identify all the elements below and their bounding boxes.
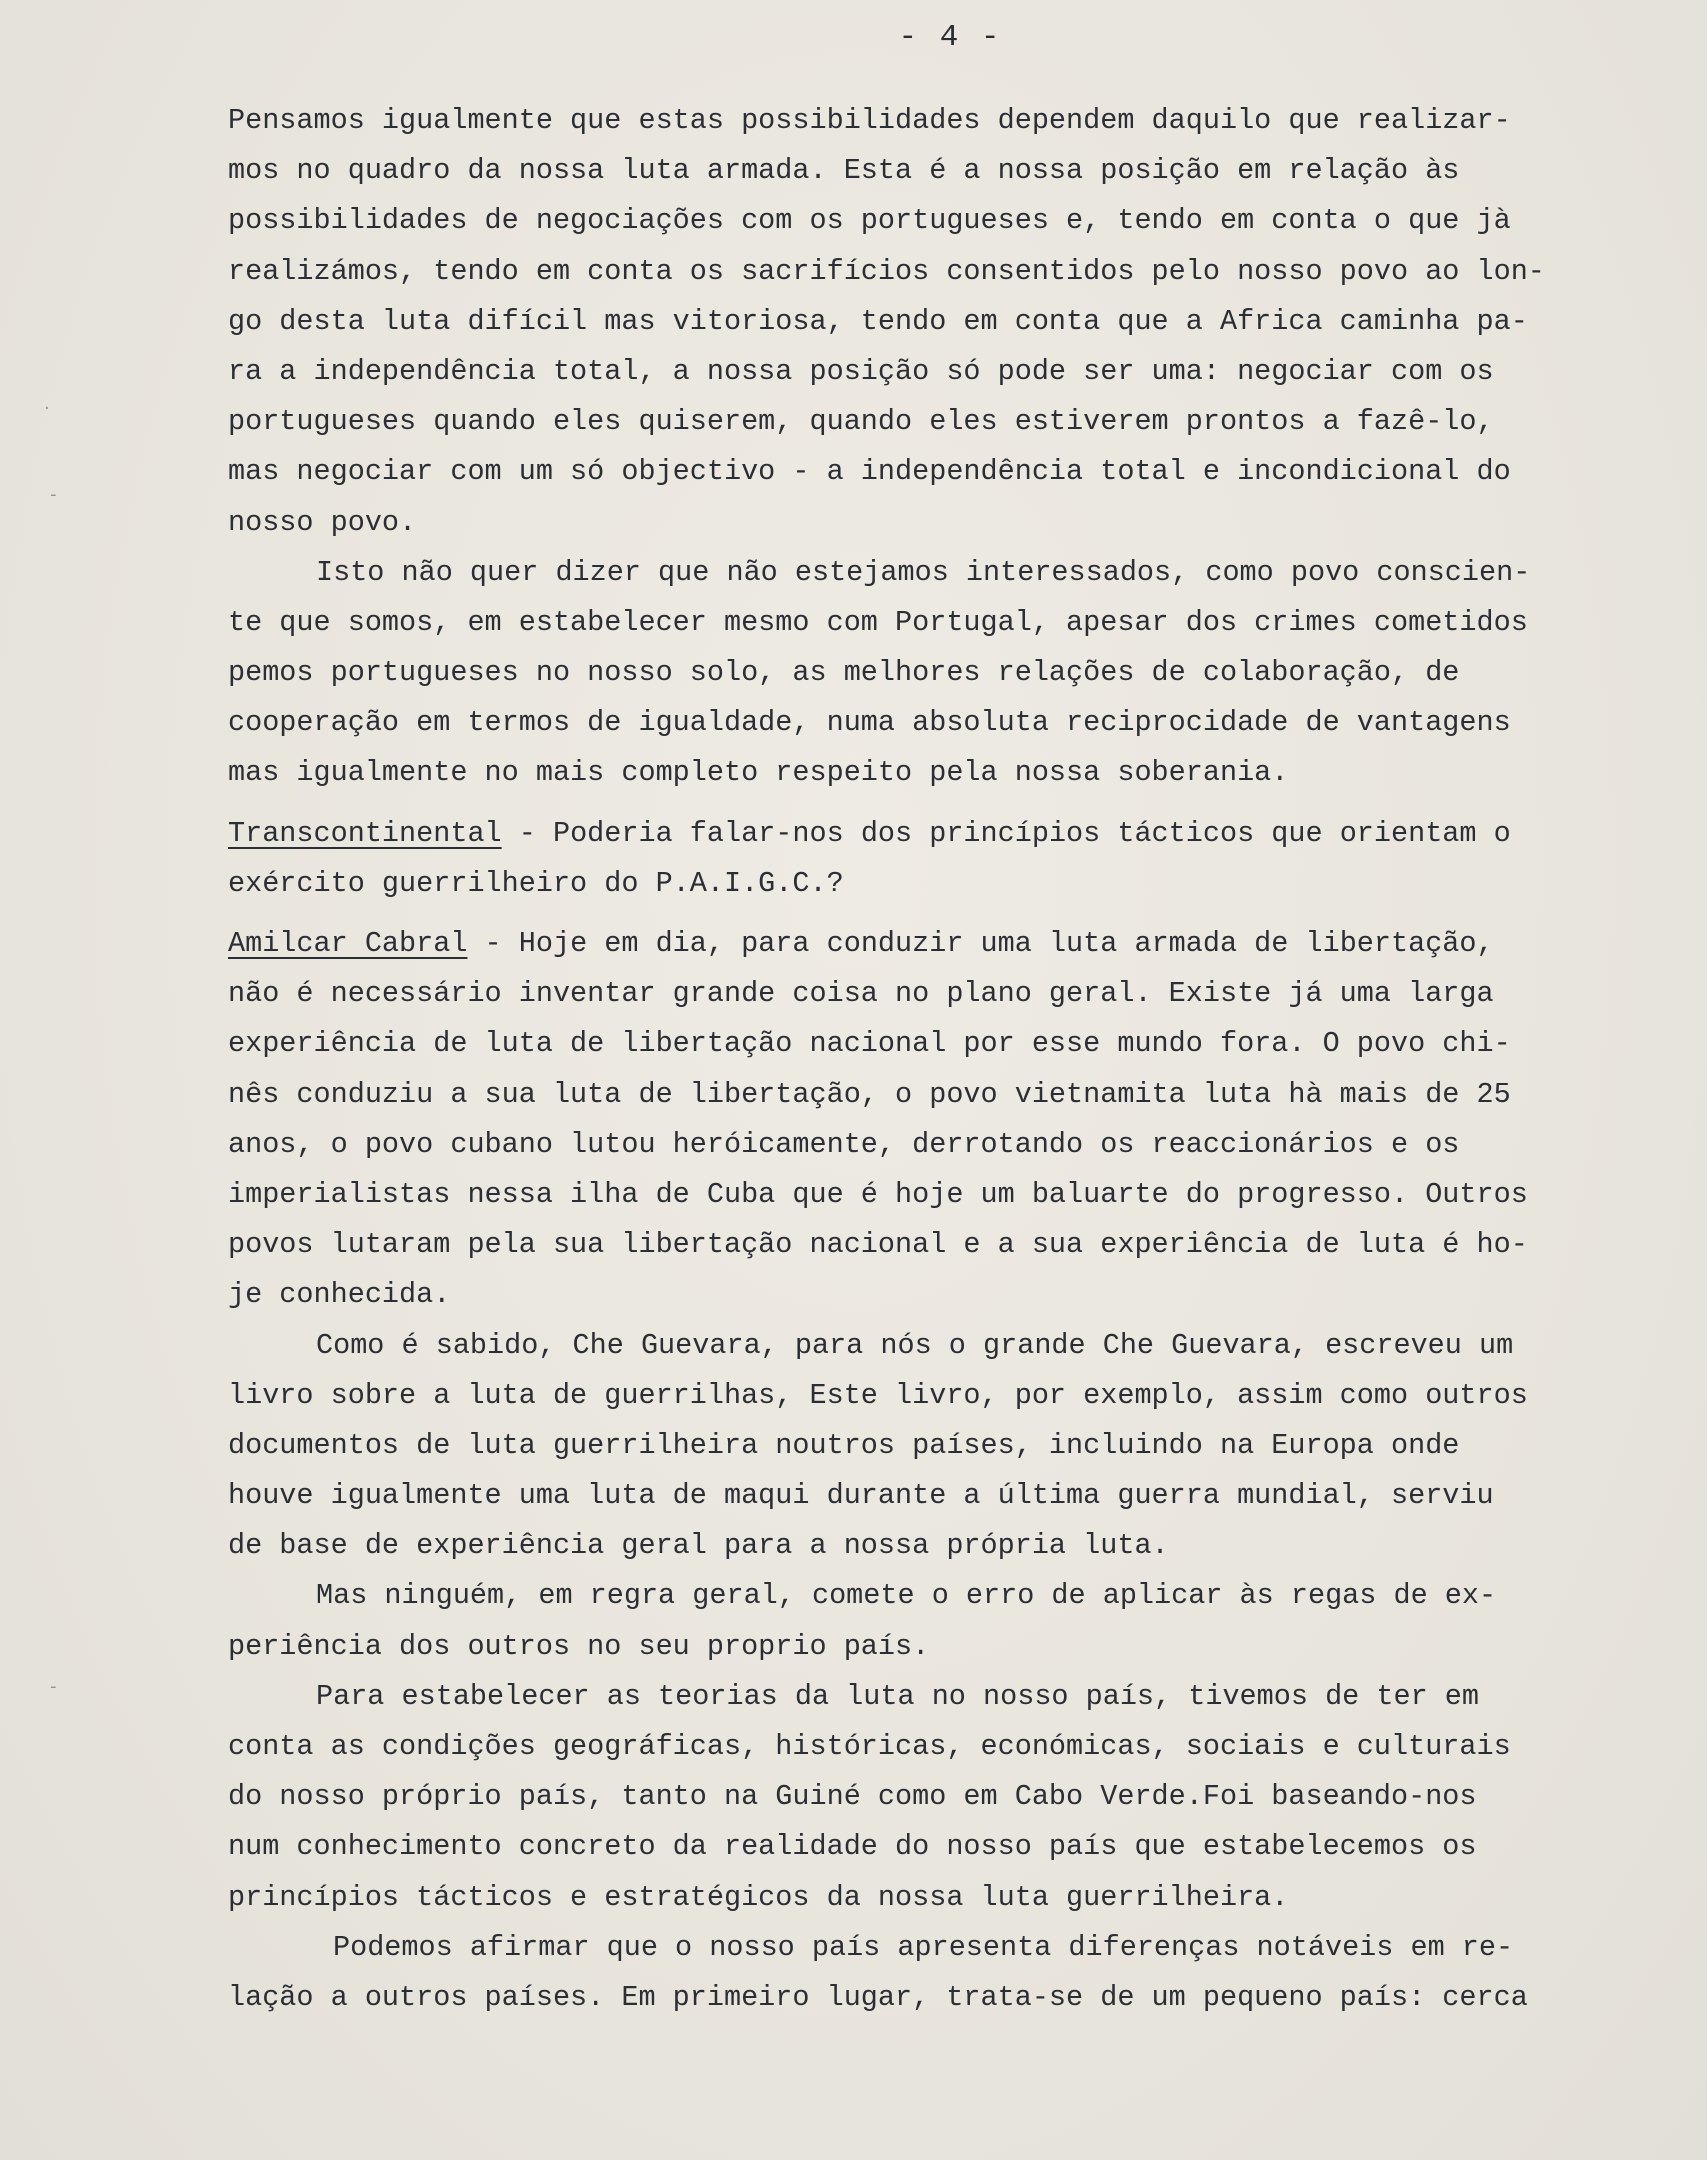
text-line: imperialistas nessa ilha de Cuba que é hoje um baluarte do progresso. Outros	[228, 1177, 1528, 1211]
paragraph-negotiation-position	[228, 96, 1598, 548]
speaker-transcontinental: Transcontinental	[228, 816, 502, 850]
text-line: de base de experiência geral para a nossa própria luta.	[228, 1529, 1169, 1563]
text-line: mos no quadro da nossa luta armada. Esta é a nossa posição em relação às	[228, 154, 1460, 188]
text-line: lação a outros países. Em primeiro lugar, trata-se de um pequeno país: cerca	[228, 1980, 1528, 2014]
paragraph-country-differences	[228, 1923, 1598, 2023]
text-line: realizámos, tendo em conta os sacrifícios consentidos pelo nosso povo ao lon-	[228, 254, 1545, 288]
text-line: princípios tácticos e estratégicos da nossa luta guerrilheira.	[228, 1880, 1289, 1914]
text-line: houve igualmente uma luta de maqui durante a última guerra mundial, serviu	[228, 1479, 1494, 1513]
text-line: nês conduziu a sua luta de libertação, o povo vietnamita luta hà mais de 25	[228, 1077, 1511, 1111]
text-line: não é necessário inventar grande coisa no plano geral. Existe já uma larga	[228, 977, 1494, 1011]
margin-speck: ·	[44, 398, 50, 419]
text-line: Isto não quer dizer que não estejamos interessados, como povo conscien-	[316, 555, 1531, 589]
text-line	[228, 809, 1598, 859]
text-line: num conhecimento concreto da realidade do nosso país que estabelecemos os	[228, 1830, 1477, 1864]
interview-question	[228, 809, 1598, 909]
text-line: pemos portugueses no nosso solo, as melhores relações de colaboração, de	[228, 656, 1460, 690]
margin-speck: -	[50, 484, 57, 505]
text-line: povos lutaram pela sua libertação nacional e a sua experiência de luta é ho-	[228, 1228, 1528, 1262]
text-line: periência dos outros no seu proprio país.	[228, 1629, 930, 1663]
text-line: nosso povo.	[228, 505, 417, 539]
text-line: documentos de luta guerrilheira noutros países, incluindo na Europa onde	[228, 1428, 1460, 1462]
question-text: - Poderia falar-nos dos princípios tácticos que orientam o	[501, 816, 1511, 850]
text-line: possibilidades de negociações com os portugueses e, tendo em conta o que jà	[228, 204, 1511, 238]
text-line: mas igualmente no mais completo respeito pela nossa soberania.	[228, 756, 1289, 790]
text-line: Mas ninguém, em regra geral, comete o erro de aplicar às regas de ex-	[316, 1579, 1497, 1613]
interview-answer	[228, 919, 1598, 1321]
paragraph-experience-of-others	[228, 1571, 1598, 1671]
text-line: Como é sabido, Che Guevara, para nós o grande Che Guevara, escreveu um	[316, 1328, 1514, 1362]
text-line: go desta luta difícil mas vitoriosa, tendo em conta que a Africa caminha pa-	[228, 304, 1528, 338]
text-line: livro sobre a luta de guerrilhas, Este livro, por exemplo, assim como outros	[228, 1378, 1528, 1412]
margin-speck: -	[50, 1676, 57, 1697]
document-body	[228, 96, 1598, 2023]
text-line: Podemos afirmar que o nosso país apresenta diferenças notáveis em re-	[333, 1930, 1514, 1964]
paragraph-theories-of-struggle	[228, 1672, 1598, 1923]
text-line: exército guerrilheiro do P.A.I.G.C.?	[228, 866, 844, 900]
text-line: je conhecida.	[228, 1278, 451, 1312]
text-line: te que somos, em estabelecer mesmo com Portugal, apesar dos crimes cometidos	[228, 605, 1528, 639]
text-line: do nosso próprio país, tanto na Guiné como em Cabo Verde.Foi baseando-nos	[228, 1780, 1477, 1814]
text-line: mas negociar com um só objectivo - a independência total e incondicional do	[228, 455, 1511, 489]
answer-text: - Hoje em dia, para conduzir uma luta armada de libertação,	[467, 927, 1494, 960]
text-line: cooperação em termos de igualdade, numa absoluta reciprocidade de vantagens	[228, 706, 1511, 740]
text-line: Pensamos igualmente que estas possibilidades dependem daquilo que realizar-	[228, 104, 1511, 137]
speaker-amilcar-cabral: Amilcar Cabral	[228, 927, 468, 960]
paragraph-che-guevara	[228, 1321, 1598, 1572]
text-line: anos, o povo cubano lutou heróicamente, derrotando os reaccionários e os	[228, 1127, 1460, 1161]
paragraph-relations-with-portugal	[228, 548, 1598, 799]
text-line: Para estabelecer as teorias da luta no nosso país, tivemos de ter em	[316, 1679, 1479, 1713]
text-line: ra a independência total, a nossa posição só pode ser uma: negociar com os	[228, 354, 1494, 388]
page-number: - 4 -	[898, 20, 1002, 55]
text-line: conta as condições geográficas, históricas, económicas, sociais e culturais	[228, 1730, 1511, 1763]
text-line	[228, 919, 1598, 969]
text-line: portugueses quando eles quiserem, quando eles estiverem prontos a fazê-lo,	[228, 405, 1494, 439]
text-line: experiência de luta de libertação nacional por esse mundo fora. O povo chi-	[228, 1027, 1511, 1061]
